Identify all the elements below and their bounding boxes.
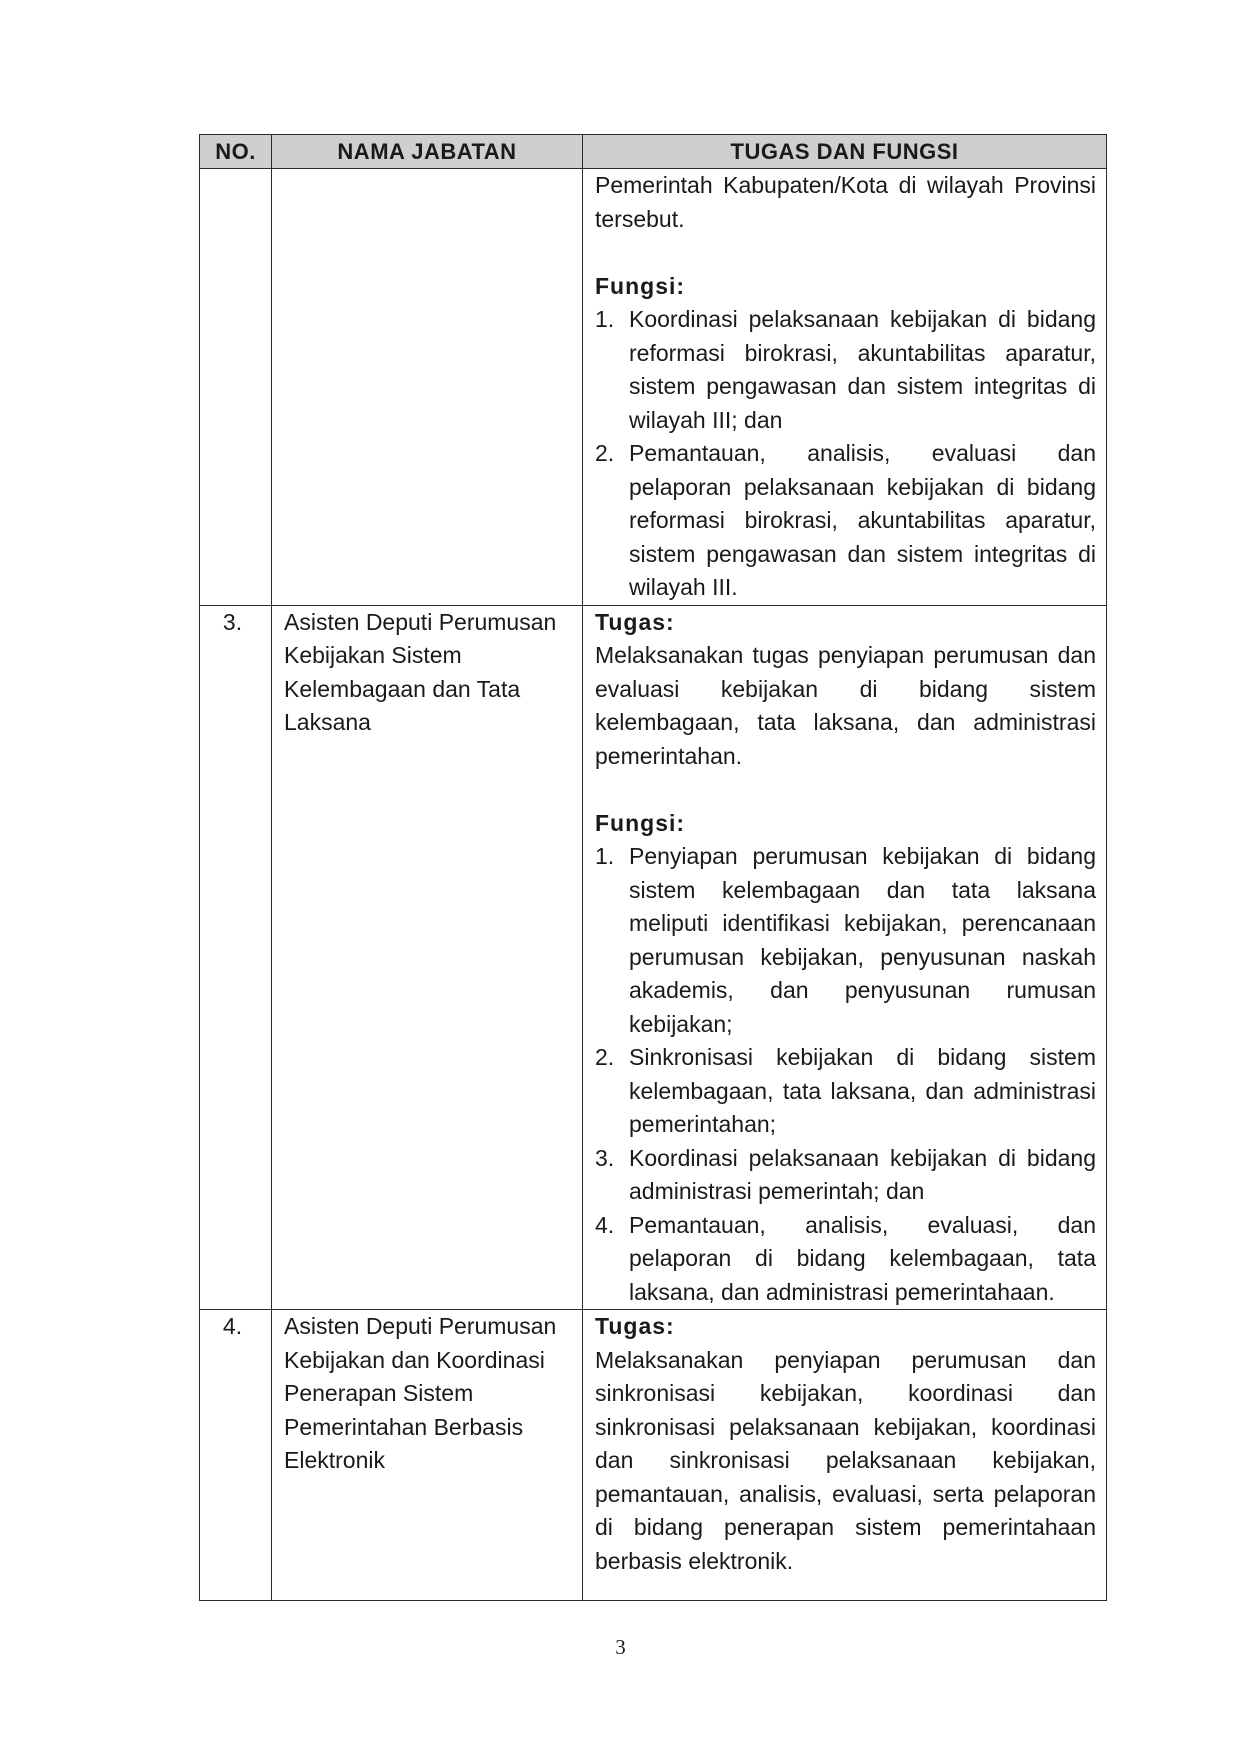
tugas-heading: Tugas: <box>595 1313 675 1339</box>
list-item <box>595 1041 1096 1142</box>
table-row <box>200 1310 1107 1601</box>
header-duties: TUGAS DAN FUNGSI <box>583 135 1107 169</box>
list-item-number: 1. <box>595 843 615 869</box>
list-item <box>595 437 1096 605</box>
duties-table <box>199 134 1107 1601</box>
table-row-continuation <box>200 169 1107 606</box>
list-item-number: 1. <box>595 306 615 332</box>
list-item-text: Pemantauan, analisis, evaluasi dan pelaporan pelaksanaan kebijakan di bidang reformasi birokrasi, akuntabilitas aparatur, sistem pengawasan dan sistem integritas di wilayah III. <box>629 440 1096 600</box>
fungsi-list <box>595 840 1096 1309</box>
header-no: NO. <box>200 135 272 169</box>
table-row <box>200 605 1107 1310</box>
position-name: Asisten Deputi Perumusan Kebijakan dan Koordinasi Penerapan Sistem Pemerintahan Berbasis Elektronik <box>272 1310 583 1601</box>
list-item-number: 4. <box>595 1211 615 1238</box>
table-header-row <box>200 135 1107 169</box>
list-item-text: Pemantauan, analisis, evaluasi, dan pelaporan di bidang kelembagaan, tata laksana, dan administrasi pemerintahaan. <box>629 1211 1096 1305</box>
list-item-text: Penyiapan perumusan kebijakan di bidang sistem kelembagaan dan tata laksana meliputi identifikasi kebijakan, perencanaan perumusan kebijakan, penyusunan naskah akademis, dan penyusunan rumusan kebijakan; <box>629 843 1096 1037</box>
tugas-text: Melaksanakan penyiapan perumusan dan sinkronisasi kebijakan, koordinasi dan sinkronisasi pelaksanaan kebijakan, koordinasi dan sinkronisasi pelaksanaan kebijakan, pemantauan, analisis, evaluasi, serta pelaporan di bidang penerapan sistem pemerintahaan berbasis elektronik. <box>595 1346 1096 1574</box>
no-cell-empty <box>200 169 272 606</box>
fungsi-heading: Fungsi: <box>595 809 686 836</box>
row-number: 4. <box>200 1310 272 1601</box>
tugas-text: Melaksanakan tugas penyiapan perumusan dan evaluasi kebijakan di bidang sistem kelembagaan, tata laksana, dan administrasi pemerintahan. <box>595 642 1096 769</box>
name-cell-empty <box>272 169 583 606</box>
header-name: NAMA JABATAN <box>272 135 583 169</box>
list-item <box>595 1209 1096 1310</box>
list-item <box>595 303 1096 437</box>
duties-cell <box>583 605 1107 1310</box>
duties-cell <box>583 1310 1107 1601</box>
list-item-text: Koordinasi pelaksanaan kebijakan di bidang administrasi pemerintah; dan <box>629 1144 1096 1204</box>
list-item-number: 3. <box>595 1144 615 1171</box>
list-item-text: Sinkronisasi kebijakan di bidang sistem kelembagaan, tata laksana, dan administrasi pemerintahan; <box>629 1044 1096 1137</box>
list-item <box>595 840 1096 1041</box>
list-item-number: 2. <box>595 440 615 466</box>
list-item-number: 2. <box>595 1044 615 1070</box>
row-number: 3. <box>200 605 272 1310</box>
fungsi-heading: Fungsi: <box>595 272 686 299</box>
list-item-text: Koordinasi pelaksanaan kebijakan di bidang reformasi birokrasi, akuntabilitas aparatur, sistem pengawasan dan sistem integritas di wilayah III; dan <box>629 306 1096 433</box>
page-number: 3 <box>615 1635 626 1659</box>
duties-cell-continuation <box>583 169 1107 606</box>
tugas-heading: Tugas: <box>595 608 675 635</box>
position-name: Asisten Deputi Perumusan Kebijakan Sistem Kelembagaan dan Tata Laksana <box>272 605 583 1310</box>
fungsi-list <box>595 303 1096 605</box>
tugas-tail-text: Pemerintah Kabupaten/Kota di wilayah Provinsi tersebut. <box>595 172 1096 232</box>
list-item <box>595 1142 1096 1209</box>
